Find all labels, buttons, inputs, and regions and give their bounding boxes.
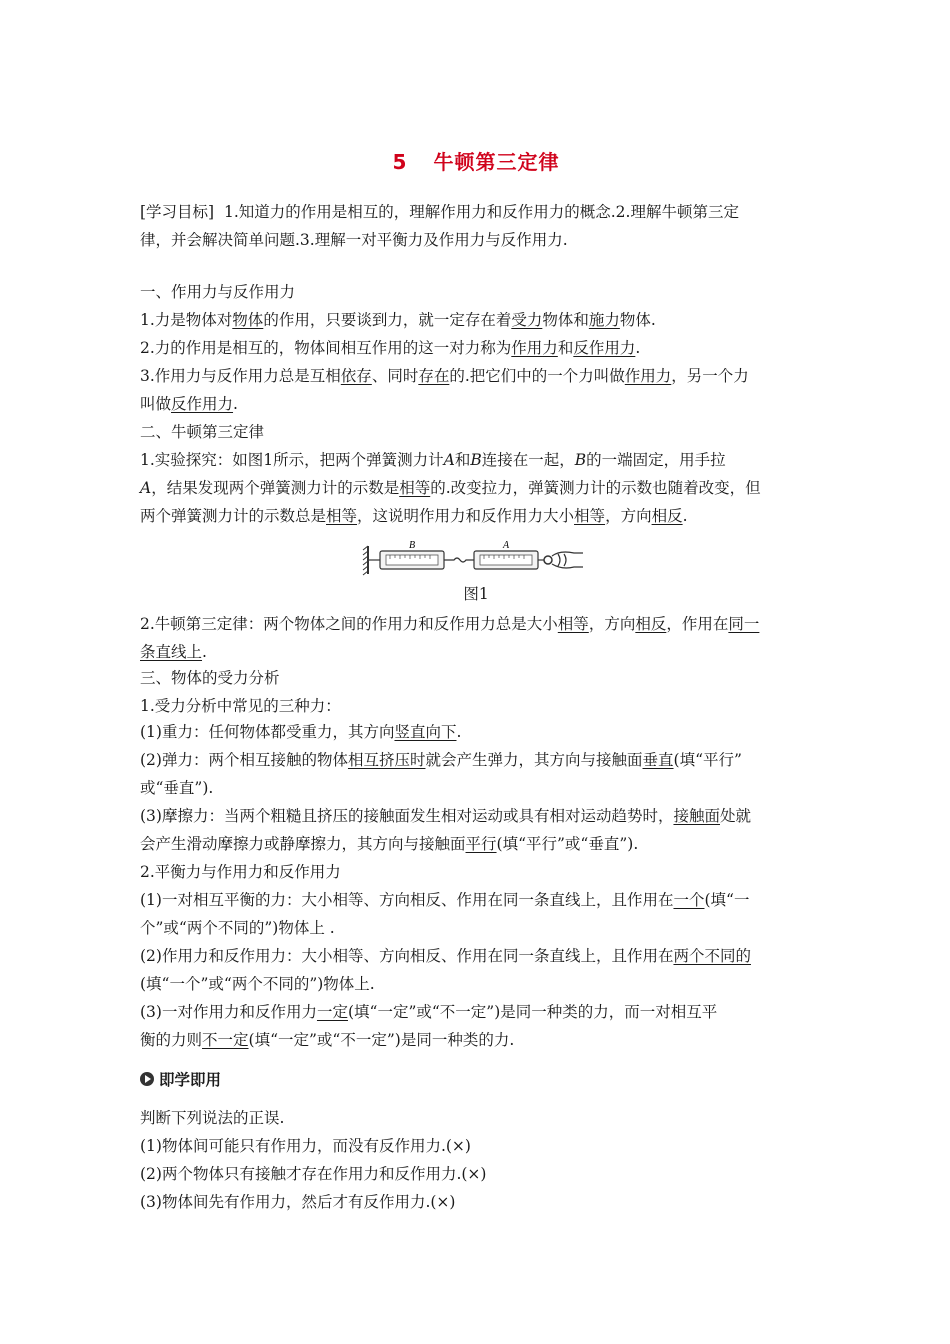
practice-intro: 判断下列说法的正误. bbox=[140, 1109, 285, 1127]
s2-paragraph-2a: 2.牛顿第三定律：两个物体之间的作用力和反作用力总是大小相等，方向相反，作用在同一 bbox=[140, 615, 760, 633]
goals-line-2: 律，并会解决简单问题.3.理解一对平衡力及作用力与反作用力. bbox=[140, 231, 568, 249]
figure-caption: 图1 bbox=[463, 585, 489, 603]
s3-balance-1a: (1)一对相互平衡的力：大小相等、方向相反、作用在同一条直线上，且作用在一个(填“一 bbox=[140, 891, 750, 909]
s3-balance-2b: (填“一个”或“两个不同的”)物体上. bbox=[140, 975, 375, 993]
practice-heading: 即学即用 bbox=[140, 1068, 221, 1090]
play-circle-icon bbox=[140, 1072, 154, 1086]
scale-b-label: B bbox=[408, 540, 416, 551]
s3-balance-3a: (3)一对作用力和反作用力一定(填“一定”或“不一定”)是同一种类的力，而一对相互平 bbox=[140, 1003, 718, 1021]
scale-a-label: A bbox=[502, 540, 510, 551]
s2-paragraph-1b: A，结果发现两个弹簧测力计的示数是相等的.改变拉力，弹簧测力计的示数也随着改变，但 bbox=[140, 479, 761, 497]
s3-paragraph-1: 1.受力分析中常见的三种力： bbox=[140, 697, 341, 715]
s3-friction-2: 会产生滑动摩擦力或静摩擦力，其方向与接触面平行(填“平行”或“垂直”). bbox=[140, 835, 639, 853]
section-3-heading: 三、物体的受力分析 bbox=[140, 669, 280, 687]
s2-paragraph-1a: 1.实验探究：如图1所示，把两个弹簧测力计A和B连接在一起，B的一端固定，用手拉 bbox=[140, 451, 726, 469]
s1-paragraph-1: 1.力是物体对物体的作用，只要谈到力，就一定存在着受力物体和施力物体. bbox=[140, 311, 656, 329]
s3-elastic-2: 或“垂直”). bbox=[140, 779, 214, 797]
s3-gravity: (1)重力：任何物体都受重力，其方向竖直向下. bbox=[140, 723, 462, 741]
s2-paragraph-2b: 条直线上. bbox=[140, 643, 207, 661]
practice-item: (1)物体间可能只有作用力，而没有反作用力.(×) bbox=[140, 1137, 471, 1155]
title-text: 牛顿第三定律 bbox=[433, 150, 560, 174]
s3-balance-2a: (2)作用力和反作用力：大小相等、方向相反、作用在同一条直线上，且作用在两个不同的 bbox=[140, 947, 751, 965]
page-title bbox=[140, 146, 812, 175]
s1-paragraph-2: 2.力的作用是相互的，物体间相互作用的这一对力称为作用力和反作用力. bbox=[140, 339, 641, 357]
section-2-heading: 二、牛顿第三定律 bbox=[140, 423, 265, 441]
practice-item: (2)两个物体只有接触才存在作用力和反作用力.(×) bbox=[140, 1165, 487, 1183]
s3-elastic-1: (2)弹力：两个相互接触的物体相互挤压时就会产生弹力，其方向与接触面垂直(填“平行” bbox=[140, 751, 742, 769]
hand-icon bbox=[552, 552, 583, 568]
spring-scale-figure bbox=[362, 540, 584, 578]
s1-paragraph-3b: 叫做反作用力. bbox=[140, 395, 238, 413]
s3-paragraph-2: 2.平衡力与作用力和反作用力 bbox=[140, 863, 341, 881]
s1-paragraph-3: 3.作用力与反作用力总是互相依存、同时存在的.把它们中的一个力叫做作用力，另一个力 bbox=[140, 367, 749, 385]
s3-balance-3b: 衡的力则不一定(填“一定”或“不一定”)是同一种类的力. bbox=[140, 1031, 515, 1049]
s3-balance-1b: 个”或“两个不同的”)物体上 . bbox=[140, 919, 335, 937]
goals-line-1: [学习目标] 1.知道力的作用是相互的，理解作用力和反作用力的概念.2.理解牛顿第三定 bbox=[140, 203, 739, 221]
goals-label: [学习目标] bbox=[140, 203, 215, 221]
section-1-heading: 一、作用力与反作用力 bbox=[140, 283, 296, 301]
s2-paragraph-1c: 两个弹簧测力计的示数总是相等，这说明作用力和反作用力大小相等，方向相反. bbox=[140, 507, 688, 525]
s3-friction-1: (3)摩擦力：当两个粗糙且挤压的接触面发生相对运动或具有相对运动趋势时，接触面处就 bbox=[140, 807, 751, 825]
title-number: 5 bbox=[392, 150, 408, 174]
practice-item: (3)物体间先有作用力，然后才有反作用力.(×) bbox=[140, 1193, 456, 1211]
